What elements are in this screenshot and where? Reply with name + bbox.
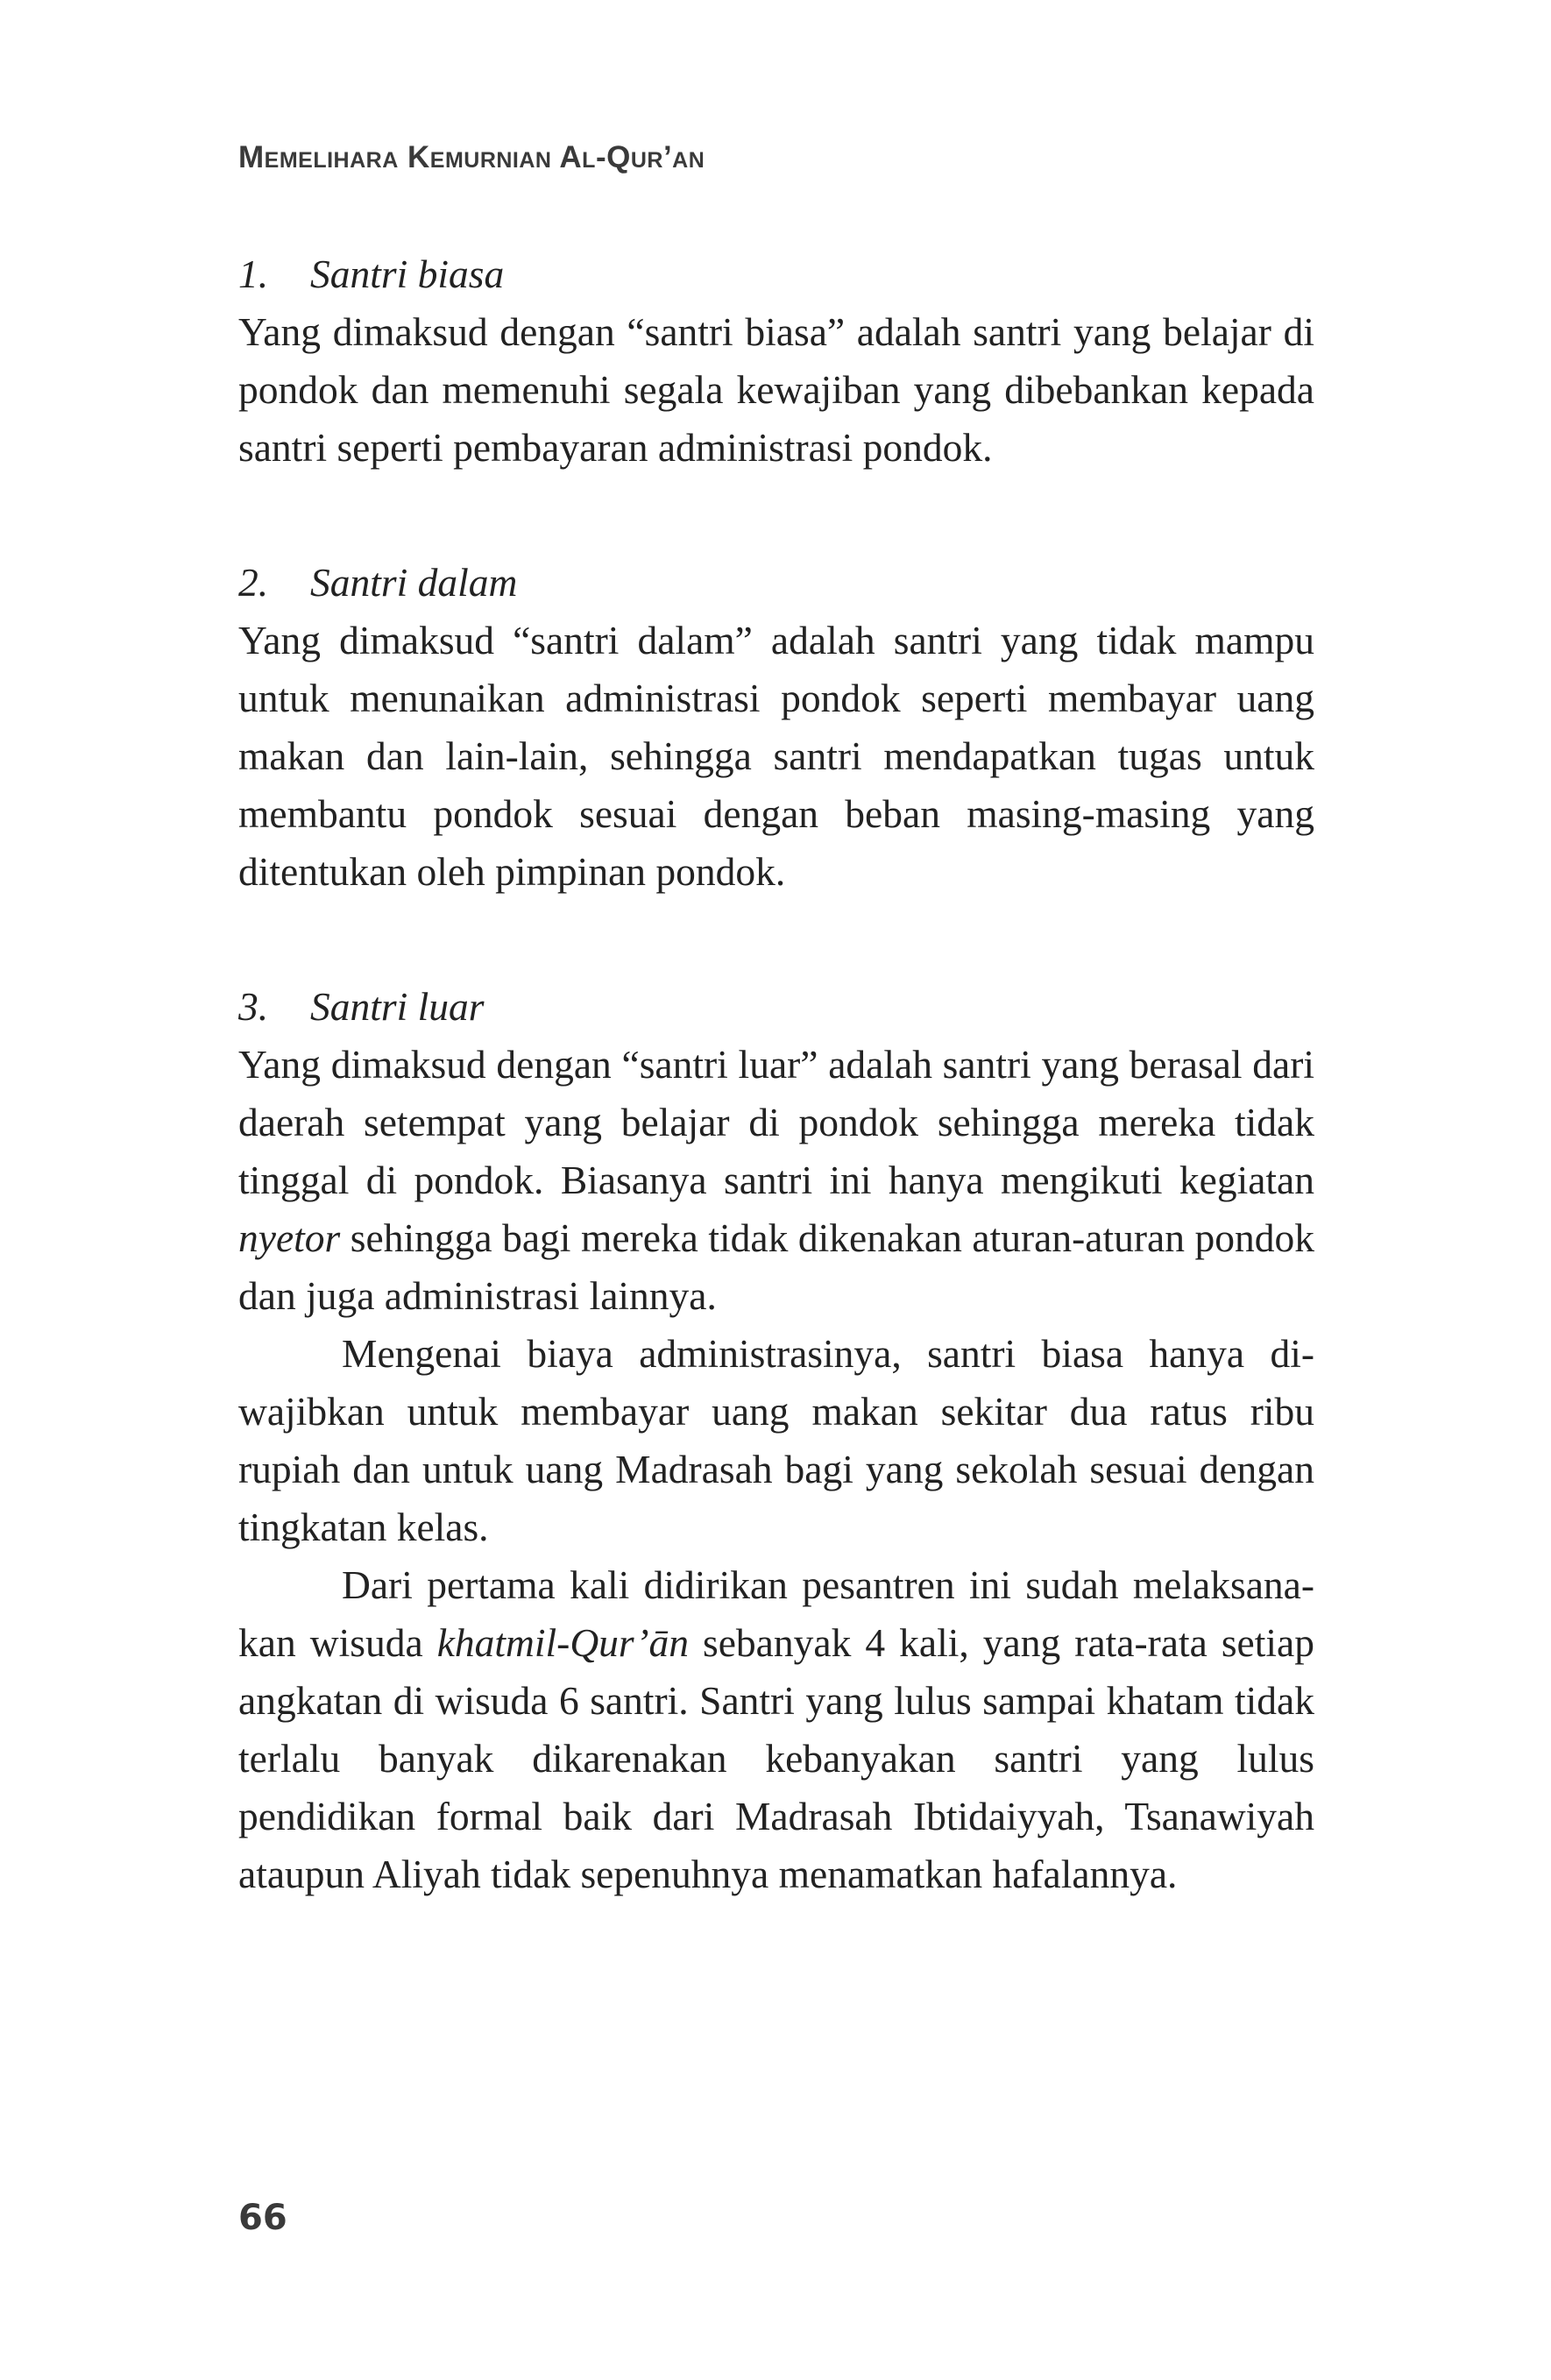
italic-term: khatmil-Qur’ān <box>436 1620 689 1665</box>
section-heading-santri-biasa <box>238 245 1314 303</box>
body-paragraph-graduation <box>238 1556 1314 1903</box>
section-heading-santri-luar <box>238 978 1314 1036</box>
section-title: Santri dalam <box>310 560 518 605</box>
section-number: 2. <box>238 560 269 605</box>
section-spacer <box>238 901 1314 978</box>
text-run: Dari pertama kali didirikan pesantren ini sudah melaksanakan wisuda <box>238 1562 1314 1665</box>
running-header: Memelihara Kemurnian Al-Qur’an <box>238 140 705 174</box>
section-number: 1. <box>238 251 269 296</box>
text-run: Yang dimaksud dengan “santri luar” adalah santri yang berasal dari daerah setempat yang belajar di pondok sehingga mereka tidak tinggal di pondok. Biasanya santri ini hanya mengikuti kegiatan <box>238 1042 1314 1202</box>
section-paragraph <box>238 1036 1314 1325</box>
body-text <box>238 245 1314 1903</box>
section-spacer <box>238 477 1314 554</box>
body-paragraph-administration: Mengenai biaya administrasinya, santri biasa hanya diwajibkan untuk membayar uang makan sekitar dua ratus ribu rupiah dan untuk uang Madrasah bagi yang sekolah sesuai dengan tingkatan kelas. <box>238 1331 1314 1549</box>
section-heading-santri-dalam <box>238 554 1314 612</box>
section-paragraph: Yang dimaksud dengan “santri biasa” adalah santri yang belajar di pondok dan memenuhi segala kewajiban yang dibebankan kepada santri seperti pembayaran administrasi pondok. <box>238 309 1314 470</box>
text-run: sebanyak 4 kali, yang rata-rata setiap angkatan di wisuda 6 santri. Santri yang lulus sampai khatam tidak terlalu banyak dikarenakan kebanyakan santri yang lulus pendidikan formal baik dari Madrasah Ibtidaiyyah, Tsanawiyah ataupun Aliyah tidak sepenuhnya menamatkan hafalannya. <box>238 1620 1314 1896</box>
section-title: Santri luar <box>310 984 485 1029</box>
section-paragraph: Yang dimaksud “santri dalam” adalah santri yang tidak mampu untuk menunaikan administrasi pondok seperti membayar uang makan dan lain-lain, sehingga santri mendapatkan tugas untuk membantu pondok sesuai dengan beban masing-masing yang ditentukan oleh pimpinan pondok. <box>238 618 1314 894</box>
text-run: sehingga bagi mereka tidak dikenakan aturan-aturan pondok dan juga administrasi lainnya. <box>238 1215 1314 1318</box>
section-number: 3. <box>238 984 269 1029</box>
section-title: Santri biasa <box>310 251 505 296</box>
italic-term: nyetor <box>238 1215 341 1260</box>
page-number: 66 <box>238 2198 287 2238</box>
